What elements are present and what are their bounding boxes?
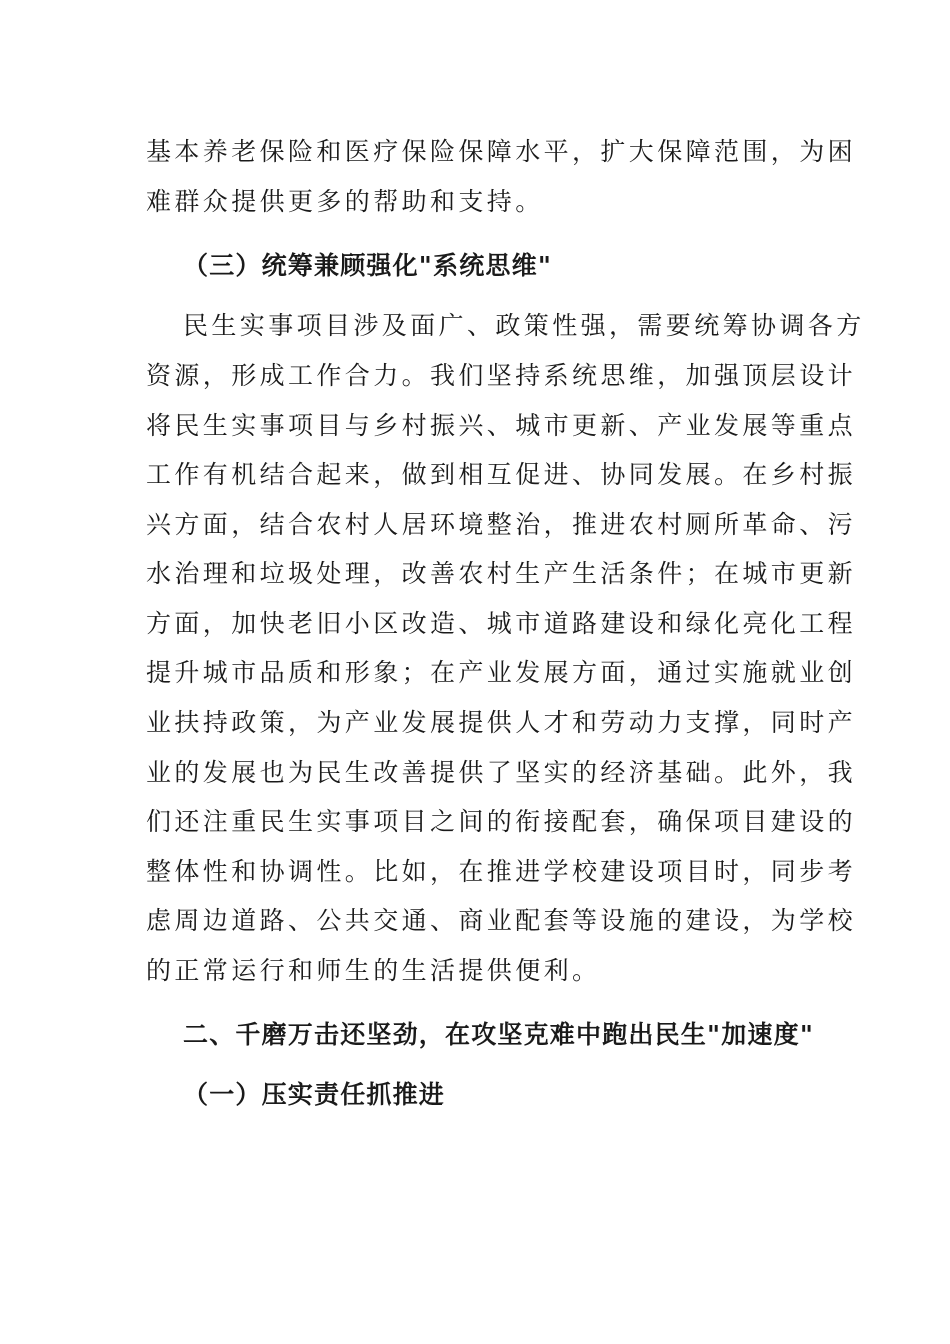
subheading-1: （一）压实责任抓推进 xyxy=(183,1080,446,1109)
paragraph-line: 工作有机结合起来，做到相互促进、协同发展。在乡村振 xyxy=(146,460,857,489)
section-heading-2: 二、千磨万击还坚劲，在攻坚克难中跑出民生"加速度" xyxy=(183,1020,815,1049)
paragraph-line: 将民生实事项目与乡村振兴、城市更新、产业发展等重点 xyxy=(146,411,857,440)
paragraph-line: 水治理和垃圾处理，改善农村生产生活条件；在城市更新 xyxy=(146,559,857,588)
paragraph-line: 资源，形成工作合力。我们坚持系统思维，加强顶层设计 xyxy=(146,361,857,390)
paragraph-line: 提升城市品质和形象；在产业发展方面，通过实施就业创 xyxy=(146,658,857,687)
paragraph-line: 整体性和协调性。比如，在推进学校建设项目时，同步考 xyxy=(146,857,857,886)
paragraph-line: 业的发展也为民生改善提供了坚实的经济基础。此外，我 xyxy=(146,758,857,787)
paragraph-line: 方面，加快老旧小区改造、城市道路建设和绿化亮化工程 xyxy=(146,609,857,638)
paragraph-line: 业扶持政策，为产业发展提供人才和劳动力支撑，同时产 xyxy=(146,708,857,737)
paragraph-line: 虑周边道路、公共交通、商业配套等设施的建设，为学校 xyxy=(146,906,857,935)
paragraph-line: 民生实事项目涉及面广、政策性强，需要统筹协调各方 xyxy=(183,311,865,340)
paragraph-line: 兴方面，结合农村人居环境整治，推进农村厕所革命、污 xyxy=(146,510,857,539)
paragraph-line: 的正常运行和师生的生活提供便利。 xyxy=(146,956,601,985)
subheading-3: （三）统筹兼顾强化"系统思维" xyxy=(183,251,553,280)
paragraph-line: 们还注重民生实事项目之间的衔接配套，确保项目建设的 xyxy=(146,807,857,836)
paragraph-line: 难群众提供更多的帮助和支持。 xyxy=(146,187,544,216)
paragraph-line: 基本养老保险和医疗保险保障水平，扩大保障范围，为困 xyxy=(146,137,857,166)
